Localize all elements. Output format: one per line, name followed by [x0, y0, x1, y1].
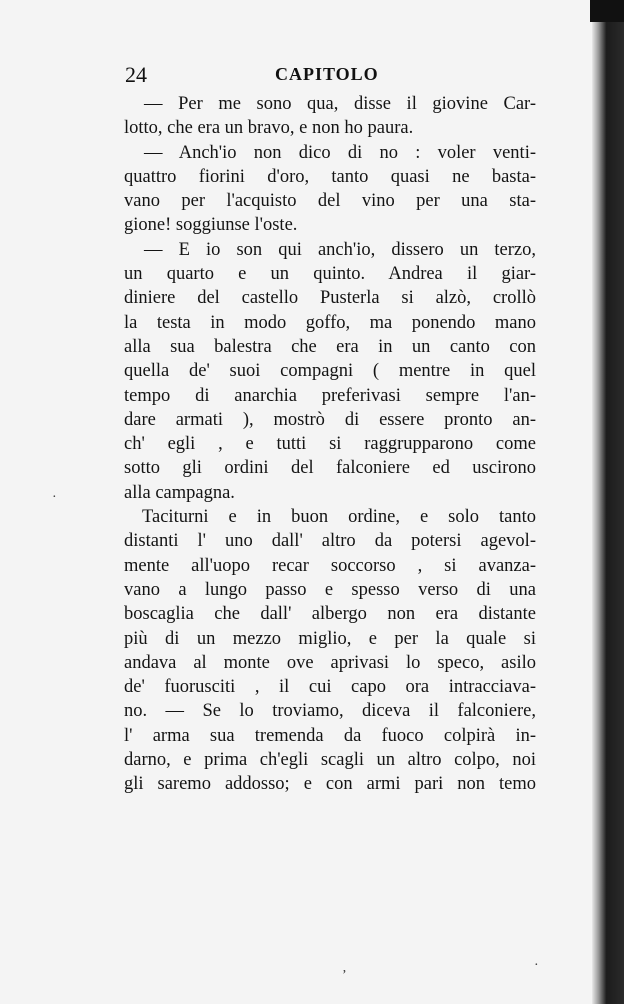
margin-speck: ʼ: [342, 968, 347, 983]
text-line: andava al monte ove aprivasi lo speco, asilo: [124, 652, 536, 673]
text-line: un quarto e un quinto. Andrea il giar-: [124, 264, 536, 285]
text-line: gli saremo addosso; e con armi pari non temo: [124, 774, 536, 795]
book-spine-shadow: [592, 0, 624, 1004]
text-line: vano per l'acquisto del vino per una sta-: [124, 191, 536, 212]
book-spine-edge: [590, 0, 624, 22]
text-line: quattro fiorini d'oro, tanto quasi ne basta-: [124, 166, 536, 187]
text-line: dare armati ), mostrò di essere pronto an-: [124, 409, 536, 430]
text-line: tempo di anarchia preferivasi sempre l'an-: [124, 385, 536, 406]
text-line: de' fuorusciti , il cui capo ora intracciava-: [124, 677, 536, 698]
text-line: alla campagna.: [124, 482, 235, 503]
text-line: vano a lungo passo e spesso verso di una: [124, 579, 536, 600]
margin-speck: ·: [534, 958, 539, 973]
text-line: no. — Se lo troviamo, diceva il falconiere,: [124, 701, 536, 722]
text-line: diniere del castello Pusterla si alzò, crollò: [124, 288, 536, 309]
text-line: darno, e prima ch'egli scagli un altro colpo, noi: [124, 750, 536, 771]
text-line: distanti l' uno dall' altro da potersi agevol-: [124, 531, 536, 552]
text-line: sotto gli ordini del falconiere ed uscirono: [124, 458, 536, 479]
page-number: 24: [125, 62, 147, 87]
running-title: CAPITOLO: [275, 64, 379, 84]
text-line: ch' egli , e tutti si raggrupparono come: [124, 434, 536, 455]
text-line: — Anch'io non dico di no : voler venti-: [144, 142, 536, 163]
text-line: la testa in modo goffo, ma ponendo mano: [124, 312, 536, 333]
text-line: — Per me sono qua, disse il giovine Car-: [144, 94, 536, 114]
text-line: quella de' suoi compagni ( mentre in quel: [124, 361, 536, 382]
text-line: — E io son qui anch'io, dissero un terzo,: [144, 239, 536, 260]
text-line: l' arma sua tremenda da fuoco colpirà in-: [124, 725, 536, 746]
body-text: [124, 92, 536, 797]
margin-speck: ·: [52, 490, 57, 505]
page-header: [125, 62, 537, 92]
text-line: più di un mezzo miglio, e per la quale si: [124, 628, 536, 649]
text-line: lotto, che era un bravo, e non ho paura.: [124, 118, 414, 139]
text-line: mente all'uopo recar soccorso , si avanza-: [124, 555, 536, 576]
text-line: gione! soggiunse l'oste.: [124, 215, 298, 236]
text-line: boscaglia che dall' albergo non era distante: [124, 604, 536, 625]
text-line: alla sua balestra che era in un canto con: [124, 336, 536, 357]
text-line: Taciturni e in buon ordine, e solo tanto: [142, 507, 536, 528]
